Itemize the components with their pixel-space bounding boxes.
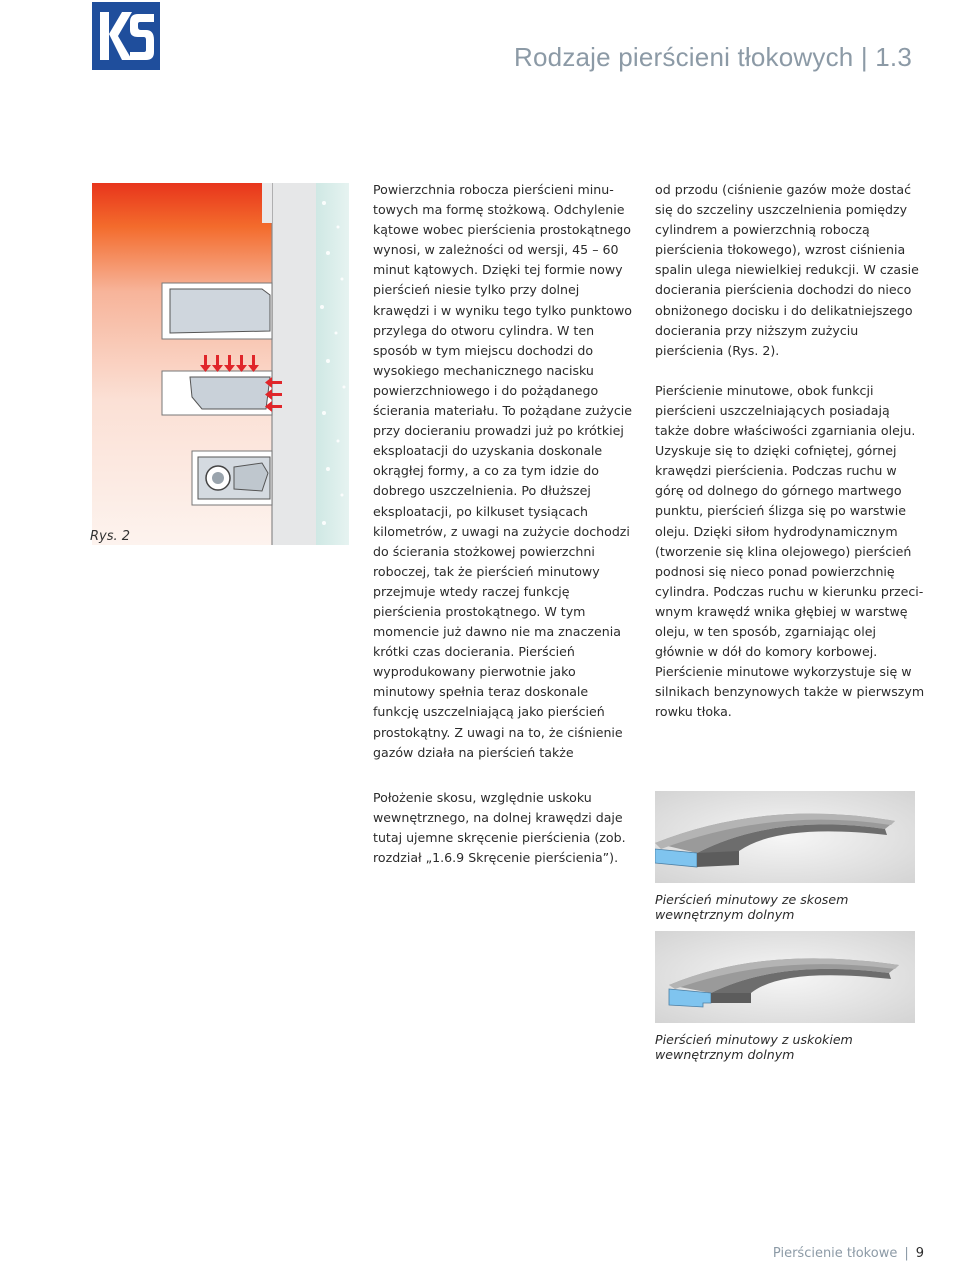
ks-logo: [92, 2, 160, 70]
text-column-2: [655, 180, 925, 742]
piston-ring-diagram: [92, 183, 349, 545]
page-title: Rodzaje pierścieni tłokowych | 1.3: [514, 42, 912, 72]
page-number: 9: [915, 1246, 924, 1261]
ring-step-image: [655, 931, 915, 1023]
paragraph: od przodu (ciśnienie gazów może dostać się do szczeliny uszczelnienia pomiędzy cylindrem a powierzchnią roboczą pierścienia tłokowego), wzrost ciśnienia spalin ulega niewielkiej redukcji. W czasie docierania pierścienia dochodzi do nieco obniżonego docisku i do delikatniejszego docierania przy niższym zużyciu pierścienia (Rys. 2).: [655, 182, 919, 358]
ring-bevel-image: [655, 791, 915, 883]
text-column-3: [373, 788, 635, 888]
ring-caption-2: Pierścień minutowy z uskokiem wewnętrznym dolnym: [655, 1032, 853, 1062]
ring-caption-1: Pierścień minutowy ze skosem wewnętrznym dolnym: [655, 892, 849, 922]
page-footer: [773, 1246, 924, 1261]
paragraph: Powierzchnia robocza pierścieni minutowych ma formę stożkową. Odchylenie kątowe wobec pierścienia prostokątnego wynosi, w zależności od wersji, 45 – 60 minut kątowych. Dzięki tej formie nowy pierścień niesie tylko przy dolnej krawędzi i w wyniku tego tylko punktowo przylega do otworu cylindra. W ten sposób w tym miejscu dochodzi do wysokiego mechanicznego nacisku powierzchniowego i do pożądanego ścierania materiału. To pożądane zużycie przy docieraniu prowadzi już po krótkiej eksploatacji do uzyskania doskonale okrągłej formy, a co za tym idzie do dobrego uszczelnienia. Po dłuższej eksploatacji, po kilkuset tysiącach kilometrów, z uwagi na zużycie dochodzi do ścierania stożkowej powierzchni roboczej, tak że pierścień minutowy przejmuje wtedy raczej funkcję pierścienia prostokątnego. W tym momencie już dawno nie ma znaczenia krótki czas docierania. Pierścień wyprodukowany pierwotnie jako minutowy spełnia teraz doskonale funkcję uszczelniającą jako pierścień prostokątny. Z uwagi na to, że ciśnienie gazów działa na pierścień także: [373, 182, 633, 760]
paragraph: Pierścienie minutowe, obok funkcji pierścieni uszczelniających posiadają także dobre właściwości zgarniania oleju. Uzyskuje się to dzięki cofniętej, górnej krawędzi pierścienia. Podczas ruchu w górę od dolnego do górnego martwego punktu, pierścień ślizga się po warstwie oleju. Dzięki siłom hydrodynamicznym (tworzenie się klina olejowego) pierścień podnosi się nieco ponad powierzchnię cylindra. Podczas ruchu w kierunku przeciwnym krawędź wnika głębiej w warstwę oleju, w ten sposób, zgarniając olej głównie w dół do komory korbowej. Pierścienie minutowe wykorzystuje się w silnikach benzynowych także w pierwszym rowku tłoka.: [655, 382, 925, 720]
paragraph: Położenie skosu, względnie uskoku wewnętrznego, na dolnej krawędzi daje tutaj ujemne skręcenie pierścienia (zob. rozdział „1.6.9 Skręcenie pierścienia”).: [373, 790, 626, 866]
footer-separator: |: [904, 1246, 909, 1261]
figure-label: Rys. 2: [90, 529, 131, 544]
text-column-1: [373, 180, 635, 783]
footer-section: Pierścienie tłokowe: [772, 1246, 898, 1261]
